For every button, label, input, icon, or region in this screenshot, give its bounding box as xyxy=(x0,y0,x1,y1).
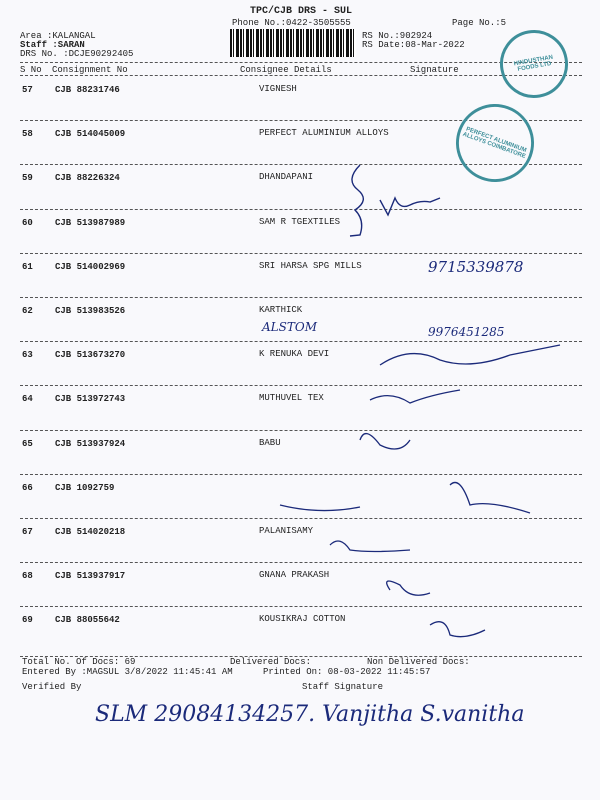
row-sno: 60 xyxy=(22,217,33,228)
delivered-docs: Delivered Docs: xyxy=(230,657,312,667)
handwritten-footer-note: SLM 29084134257. Vanjitha S.vanitha xyxy=(95,702,525,727)
row-consignment: CJB 514045009 xyxy=(55,129,126,140)
row-sno: 58 xyxy=(22,129,33,140)
row-consignment: CJB 88226324 xyxy=(55,173,120,184)
column-consignee: Consignee Details xyxy=(240,65,332,75)
rs-number: RS No.:902924 xyxy=(362,31,433,41)
printed-on: Printed On: 08-03-2022 11:45:57 xyxy=(263,667,431,677)
phone-number: Phone No.:0422-3505555 xyxy=(232,18,351,28)
row-sno: 57 xyxy=(22,85,33,95)
row-consignee: SRI HARSA SPG MILLS xyxy=(259,260,362,271)
divider xyxy=(20,253,582,254)
row-sno: 61 xyxy=(22,261,33,272)
drs-number: DRS No. :DCJE90292405 xyxy=(20,49,134,59)
row-consignment: CJB 513972743 xyxy=(55,394,126,405)
row-consignment: CJB 513673270 xyxy=(55,350,126,361)
row-consignment: CJB 88231746 xyxy=(55,85,120,95)
row-consignee: PALANISAMY xyxy=(259,526,314,536)
row-sno: 65 xyxy=(22,438,33,449)
row-consignment: CJB 88055642 xyxy=(55,615,120,626)
row-consignment: CJB 1092759 xyxy=(55,482,115,493)
row-sno: 68 xyxy=(22,571,33,582)
divider xyxy=(20,297,582,298)
row-consignee: KOUSIKRAJ COTTON xyxy=(259,614,346,625)
row-consignee: DHANDAPANI xyxy=(259,172,314,183)
staff-signature-label: Staff Signature xyxy=(302,682,384,692)
divider xyxy=(20,62,582,63)
document-title: TPC/CJB DRS - SUL xyxy=(250,6,353,17)
row-consignee: MUTHUVEL TEX xyxy=(259,393,324,404)
total-docs: Total No. Of Docs: 69 xyxy=(22,657,136,667)
signature-scribbles xyxy=(260,335,600,655)
row-consignment: CJB 514020218 xyxy=(55,527,126,537)
row-sno: 66 xyxy=(22,482,33,493)
column-consignment: Consignment No xyxy=(52,65,128,75)
row-sno: 63 xyxy=(22,350,33,361)
rs-date: RS Date:08-Mar-2022 xyxy=(362,40,465,50)
handwritten-phone: 9976451285 xyxy=(428,325,505,339)
handwritten-phone: 9715339878 xyxy=(428,258,524,276)
row-sno: 67 xyxy=(22,527,33,537)
handwritten-name: ALSTOM xyxy=(262,320,317,334)
row-consignee: K RENUKA DEVI xyxy=(259,349,330,360)
company-stamp: PERFECT ALUMINIUM ALLOYS COIMBATORE xyxy=(445,93,545,193)
row-consignment: CJB 514002969 xyxy=(55,261,126,272)
page-number: Page No.:5 xyxy=(452,18,507,28)
staff: Staff :SARAN xyxy=(20,40,85,50)
row-sno: 69 xyxy=(22,615,33,626)
area: Area :KALANGAL xyxy=(20,31,96,41)
row-sno: 62 xyxy=(22,306,33,316)
divider xyxy=(20,209,582,210)
row-consignee: SAM R TGEXTILES xyxy=(259,216,341,227)
non-delivered-docs: Non Delivered Docs: xyxy=(367,657,470,667)
row-consignment: CJB 513987989 xyxy=(55,217,126,228)
row-consignee: PERFECT ALUMINIUM ALLOYS xyxy=(259,128,389,139)
row-consignment: CJB 513937924 xyxy=(55,438,126,449)
row-consignee: VIGNESH xyxy=(259,84,297,94)
company-stamp: HINDUSTHAN FOODS LTD xyxy=(495,25,574,104)
row-consignee: GNANA PRAKASH xyxy=(259,570,330,581)
row-sno: 59 xyxy=(22,173,33,184)
divider xyxy=(20,75,582,76)
row-sno: 64 xyxy=(22,394,33,405)
row-consignee: KARTHICK xyxy=(259,305,303,315)
row-consignment: CJB 513937917 xyxy=(55,571,126,582)
signature-scribble xyxy=(340,160,470,240)
verified-by: Verified By xyxy=(22,682,82,692)
column-sno: S No xyxy=(20,65,42,75)
barcode xyxy=(230,29,356,57)
row-consignment: CJB 513983526 xyxy=(55,306,126,316)
row-consignee: BABU xyxy=(259,437,281,448)
column-signature: Signature xyxy=(410,65,459,75)
entered-by: Entered By :MAGSUL 3/8/2022 11:45:41 AM xyxy=(22,667,233,677)
